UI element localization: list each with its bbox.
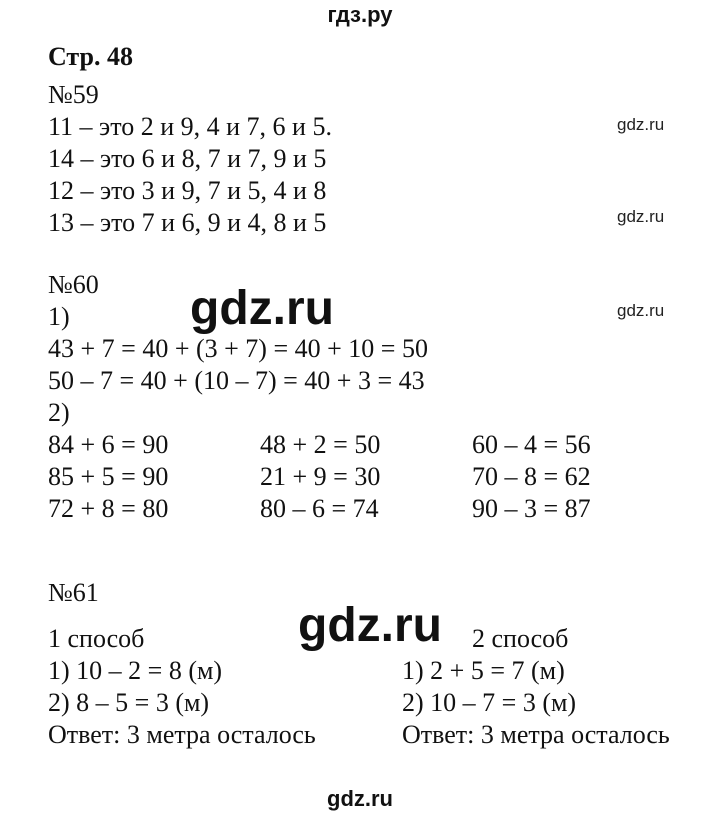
task-60-part1-label: 1)	[48, 302, 70, 331]
task-60-part2-label: 2)	[48, 398, 70, 427]
task-59-number: №59	[48, 80, 99, 109]
grid-cell: 90 – 3 = 87	[472, 494, 591, 523]
task-60-number: №60	[48, 270, 99, 299]
method-2-line: 1) 2 + 5 = 7 (м)	[402, 656, 565, 685]
watermark-small: gdz.ru	[617, 207, 665, 226]
method-1-line: 2) 8 – 5 = 3 (м)	[48, 688, 210, 717]
grid-cell: 72 + 8 = 80	[48, 494, 169, 523]
grid-cell: 84 + 6 = 90	[48, 430, 169, 459]
grid-cell: 70 – 8 = 62	[472, 462, 591, 491]
method-1-answer: Ответ: 3 метра осталось	[48, 720, 316, 749]
grid-cell: 48 + 2 = 50	[260, 430, 381, 459]
site-footer: gdz.ru	[327, 786, 393, 811]
method-2-line: 2) 10 – 7 = 3 (м)	[402, 688, 577, 717]
site-header: гдз.ру	[327, 2, 393, 27]
task-61-number: №61	[48, 578, 99, 607]
grid-cell: 21 + 9 = 30	[260, 462, 381, 491]
watermark-small: gdz.ru	[617, 115, 665, 134]
watermark-small: gdz.ru	[617, 301, 665, 320]
watermark-large: gdz.ru	[298, 600, 446, 652]
method-2-title: 2 способ	[472, 624, 569, 653]
task-59-line: 12 – это 3 и 9, 7 и 5, 4 и 8	[48, 176, 327, 205]
task-60-equation: 43 + 7 = 40 + (3 + 7) = 40 + 10 = 50	[48, 334, 428, 363]
method-2-answer: Ответ: 3 метра осталось	[402, 720, 670, 749]
task-59-line: 14 – это 6 и 8, 7 и 7, 9 и 5	[48, 144, 327, 173]
task-59-line: 11 – это 2 и 9, 4 и 7, 6 и 5.	[48, 112, 332, 141]
grid-cell: 60 – 4 = 56	[472, 430, 591, 459]
page-title: Стр. 48	[48, 42, 133, 71]
watermark-large: gdz.ru	[190, 282, 334, 335]
method-1-title: 1 способ	[48, 624, 145, 653]
grid-cell: 80 – 6 = 74	[260, 494, 379, 523]
task-59-line: 13 – это 7 и 6, 9 и 4, 8 и 5	[48, 208, 327, 237]
grid-cell: 85 + 5 = 90	[48, 462, 169, 491]
method-1-line: 1) 10 – 2 = 8 (м)	[48, 656, 223, 685]
task-60-equation: 50 – 7 = 40 + (10 – 7) = 40 + 3 = 43	[48, 366, 425, 395]
